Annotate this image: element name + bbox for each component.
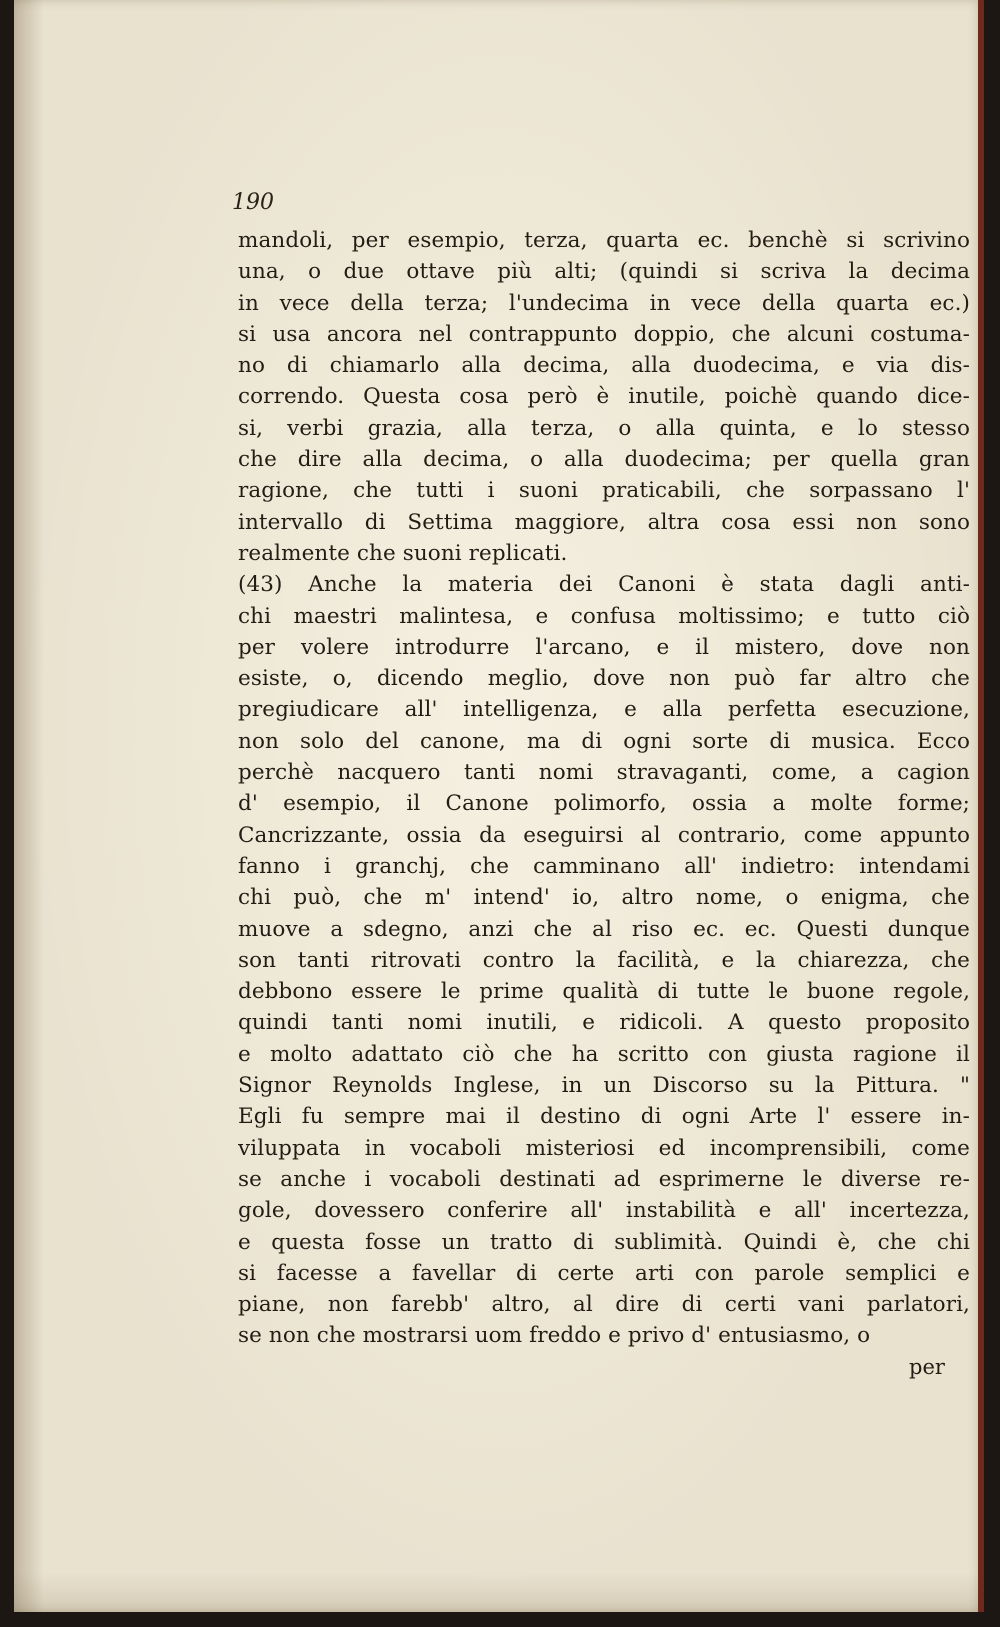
text-line: Cancrizzante, ossia da eseguirsi al contrario, come appunto <box>238 822 970 848</box>
text-line: in vece della terza; l'undecima in vece della quarta ec.) <box>238 290 970 316</box>
text-line: si usa ancora nel contrappunto doppio, che alcuni costuma- <box>238 321 970 347</box>
text-line: se non che mostrarsi uom freddo e privo d' entusiasmo, o <box>238 1323 871 1349</box>
text-line: non solo del canone, ma di ogni sorte di musica. Ecco <box>238 728 970 754</box>
text-line: si facesse a favellar di certe arti con parole semplici e <box>238 1260 970 1286</box>
text-line: e questa fosse un tratto di sublimità. Quindi è, che chi <box>238 1229 970 1255</box>
text-line: Signor Reynolds Inglese, in un Discorso su la Pittura. " <box>238 1073 970 1099</box>
body-text <box>238 225 970 1352</box>
text-line: si, verbi grazia, alla terza, o alla quinta, e lo stesso <box>238 415 970 441</box>
text-line: per volere introdurre l'arcano, e il mistero, dove non <box>238 634 970 660</box>
text-line: intervallo di Settima maggiore, altra cosa essi non sono <box>238 509 970 535</box>
text-line: no di chiamarlo alla decima, alla duodecima, e via dis- <box>238 353 970 379</box>
text-line: debbono essere le prime qualità di tutte le buone regole, <box>238 979 970 1005</box>
text-line: ragione, che tutti i suoni praticabili, che sorpassano l' <box>238 478 970 504</box>
text-line: quindi tanti nomi inutili, e ridicoli. A questo proposito <box>238 1010 970 1036</box>
text-line: Egli fu sempre mai il destino di ogni Arte l' essere in- <box>238 1104 970 1130</box>
text-line: realmente che suoni replicati. <box>238 540 568 566</box>
text-line: piane, non farebb' altro, al dire di certi vani parlatori, <box>238 1292 970 1318</box>
text-line: fanno i granchj, che camminano all' indietro: intendami <box>238 853 970 879</box>
text-line: viluppata in vocaboli misteriosi ed incomprensibili, come <box>238 1135 970 1161</box>
page-number: 190 <box>232 190 274 215</box>
text-line: esiste, o, dicendo meglio, dove non può far altro che <box>238 666 970 692</box>
text-line: una, o due ottave più alti; (quindi si scriva la decima <box>238 259 970 285</box>
catchword: per <box>909 1355 945 1379</box>
text-line: (43) Anche la materia dei Canoni è stata dagli anti- <box>238 572 970 598</box>
text-line: pregiudicare all' intelligenza, e alla perfetta esecuzione, <box>238 697 970 723</box>
page-edge <box>978 0 984 1612</box>
text-line: correndo. Questa cosa però è inutile, poichè quando dice- <box>238 384 970 410</box>
text-line: e molto adattato ciò che ha scritto con giusta ragione il <box>238 1041 970 1067</box>
text-line: chi maestri malintesa, e confusa moltissimo; e tutto ciò <box>238 603 970 629</box>
text-line: mandoli, per esempio, terza, quarta ec. benchè si scrivino <box>238 228 970 253</box>
text-line: muove a sdegno, anzi che al riso ec. ec. Questi dunque <box>238 916 970 942</box>
text-line: gole, dovessero conferire all' instabilità e all' incertezza, <box>238 1198 970 1224</box>
text-line: perchè nacquero tanti nomi stravaganti, come, a cagion <box>238 760 970 786</box>
text-line: chi può, che m' intend' io, altro nome, o enigma, che <box>238 885 970 911</box>
paper-sheet <box>14 0 984 1612</box>
text-line: che dire alla decima, o alla duodecima; per quella gran <box>238 447 970 473</box>
text-line: d' esempio, il Canone polimorfo, ossia a molte forme; <box>238 791 970 817</box>
text-line: se anche i vocaboli destinati ad esprimerne le diverse re- <box>238 1166 970 1192</box>
text-line: son tanti ritrovati contro la facilità, e la chiarezza, che <box>238 947 970 973</box>
